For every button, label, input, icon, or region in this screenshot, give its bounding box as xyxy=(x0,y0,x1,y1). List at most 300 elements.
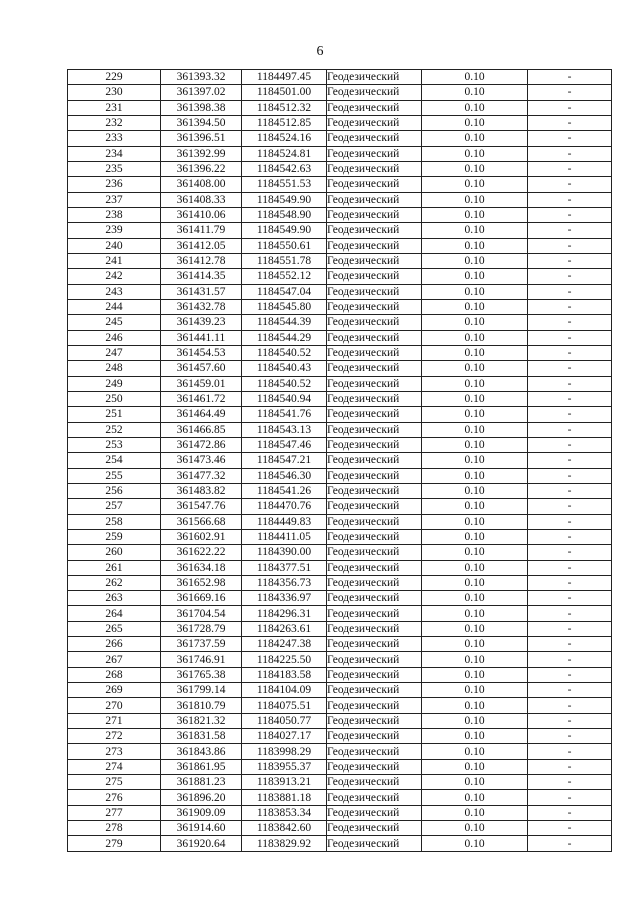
method-cell: Геодезический xyxy=(327,468,422,483)
accuracy-cell: 0.10 xyxy=(422,790,528,805)
method-cell: Геодезический xyxy=(327,453,422,468)
point-number-cell: 231 xyxy=(68,100,161,115)
description-cell: - xyxy=(528,177,612,192)
x-coordinate-cell: 361634.18 xyxy=(161,560,242,575)
method-cell: Геодезический xyxy=(327,100,422,115)
method-cell: Геодезический xyxy=(327,821,422,836)
accuracy-cell: 0.10 xyxy=(422,269,528,284)
x-coordinate-cell: 361746.91 xyxy=(161,652,242,667)
method-cell: Геодезический xyxy=(327,759,422,774)
accuracy-cell: 0.10 xyxy=(422,376,528,391)
table-row xyxy=(68,376,612,391)
point-number-cell: 244 xyxy=(68,299,161,314)
table-row xyxy=(68,560,612,575)
x-coordinate-cell: 361799.14 xyxy=(161,683,242,698)
x-coordinate-cell: 361459.01 xyxy=(161,376,242,391)
table-row xyxy=(68,744,612,759)
point-number-cell: 248 xyxy=(68,361,161,376)
accuracy-cell: 0.10 xyxy=(422,146,528,161)
y-coordinate-cell: 1184449.83 xyxy=(242,514,327,529)
y-coordinate-cell: 1184411.05 xyxy=(242,529,327,544)
point-number-cell: 254 xyxy=(68,453,161,468)
point-number-cell: 240 xyxy=(68,238,161,253)
accuracy-cell: 0.10 xyxy=(422,821,528,836)
y-coordinate-cell: 1184263.61 xyxy=(242,621,327,636)
point-number-cell: 279 xyxy=(68,836,161,851)
method-cell: Геодезический xyxy=(327,161,422,176)
description-cell: - xyxy=(528,545,612,560)
y-coordinate-cell: 1184546.30 xyxy=(242,468,327,483)
table-row xyxy=(68,207,612,222)
point-number-cell: 229 xyxy=(68,70,161,85)
table-row xyxy=(68,437,612,452)
description-cell: - xyxy=(528,131,612,146)
y-coordinate-cell: 1184075.51 xyxy=(242,698,327,713)
point-number-cell: 230 xyxy=(68,85,161,100)
method-cell: Геодезический xyxy=(327,269,422,284)
accuracy-cell: 0.10 xyxy=(422,361,528,376)
method-cell: Геодезический xyxy=(327,698,422,713)
accuracy-cell: 0.10 xyxy=(422,591,528,606)
y-coordinate-cell: 1184356.73 xyxy=(242,575,327,590)
y-coordinate-cell: 1184543.13 xyxy=(242,422,327,437)
accuracy-cell: 0.10 xyxy=(422,85,528,100)
table-row xyxy=(68,729,612,744)
y-coordinate-cell: 1184524.81 xyxy=(242,146,327,161)
accuracy-cell: 0.10 xyxy=(422,192,528,207)
table-row xyxy=(68,483,612,498)
point-number-cell: 277 xyxy=(68,805,161,820)
method-cell: Геодезический xyxy=(327,514,422,529)
table-row xyxy=(68,468,612,483)
description-cell: - xyxy=(528,315,612,330)
point-number-cell: 275 xyxy=(68,775,161,790)
table-row xyxy=(68,299,612,314)
accuracy-cell: 0.10 xyxy=(422,652,528,667)
description-cell: - xyxy=(528,591,612,606)
accuracy-cell: 0.10 xyxy=(422,299,528,314)
point-number-cell: 267 xyxy=(68,652,161,667)
table-row xyxy=(68,422,612,437)
x-coordinate-cell: 361398.38 xyxy=(161,100,242,115)
accuracy-cell: 0.10 xyxy=(422,805,528,820)
table-row xyxy=(68,253,612,268)
accuracy-cell: 0.10 xyxy=(422,345,528,360)
description-cell: - xyxy=(528,407,612,422)
x-coordinate-cell: 361861.95 xyxy=(161,759,242,774)
y-coordinate-cell: 1184512.32 xyxy=(242,100,327,115)
table-row xyxy=(68,836,612,851)
x-coordinate-cell: 361432.78 xyxy=(161,299,242,314)
method-cell: Геодезический xyxy=(327,621,422,636)
table-row xyxy=(68,100,612,115)
accuracy-cell: 0.10 xyxy=(422,637,528,652)
accuracy-cell: 0.10 xyxy=(422,759,528,774)
description-cell: - xyxy=(528,468,612,483)
point-number-cell: 261 xyxy=(68,560,161,575)
description-cell: - xyxy=(528,85,612,100)
x-coordinate-cell: 361547.76 xyxy=(161,499,242,514)
point-number-cell: 257 xyxy=(68,499,161,514)
description-cell: - xyxy=(528,361,612,376)
method-cell: Геодезический xyxy=(327,560,422,575)
description-cell: - xyxy=(528,805,612,820)
accuracy-cell: 0.10 xyxy=(422,422,528,437)
x-coordinate-cell: 361909.09 xyxy=(161,805,242,820)
point-number-cell: 256 xyxy=(68,483,161,498)
point-number-cell: 246 xyxy=(68,330,161,345)
description-cell: - xyxy=(528,621,612,636)
y-coordinate-cell: 1184552.12 xyxy=(242,269,327,284)
x-coordinate-cell: 361394.50 xyxy=(161,115,242,130)
description-cell: - xyxy=(528,376,612,391)
accuracy-cell: 0.10 xyxy=(422,836,528,851)
accuracy-cell: 0.10 xyxy=(422,606,528,621)
accuracy-cell: 0.10 xyxy=(422,315,528,330)
description-cell: - xyxy=(528,759,612,774)
table-row xyxy=(68,131,612,146)
point-number-cell: 264 xyxy=(68,606,161,621)
accuracy-cell: 0.10 xyxy=(422,253,528,268)
accuracy-cell: 0.10 xyxy=(422,284,528,299)
x-coordinate-cell: 361410.06 xyxy=(161,207,242,222)
y-coordinate-cell: 1184549.90 xyxy=(242,192,327,207)
y-coordinate-cell: 1184225.50 xyxy=(242,652,327,667)
y-coordinate-cell: 1183853.34 xyxy=(242,805,327,820)
description-cell: - xyxy=(528,146,612,161)
accuracy-cell: 0.10 xyxy=(422,499,528,514)
table-row xyxy=(68,790,612,805)
point-number-cell: 234 xyxy=(68,146,161,161)
y-coordinate-cell: 1184247.38 xyxy=(242,637,327,652)
description-cell: - xyxy=(528,744,612,759)
table-row xyxy=(68,683,612,698)
x-coordinate-cell: 361397.02 xyxy=(161,85,242,100)
table-row xyxy=(68,545,612,560)
page-number: 6 xyxy=(316,44,324,59)
method-cell: Геодезический xyxy=(327,253,422,268)
x-coordinate-cell: 361396.22 xyxy=(161,161,242,176)
table-row xyxy=(68,759,612,774)
accuracy-cell: 0.10 xyxy=(422,575,528,590)
y-coordinate-cell: 1184540.52 xyxy=(242,345,327,360)
table-row xyxy=(68,223,612,238)
accuracy-cell: 0.10 xyxy=(422,483,528,498)
x-coordinate-cell: 361483.82 xyxy=(161,483,242,498)
y-coordinate-cell: 1183842.60 xyxy=(242,821,327,836)
point-number-cell: 270 xyxy=(68,698,161,713)
x-coordinate-cell: 361393.32 xyxy=(161,70,242,85)
description-cell: - xyxy=(528,637,612,652)
accuracy-cell: 0.10 xyxy=(422,70,528,85)
x-coordinate-cell: 361412.05 xyxy=(161,238,242,253)
table-row xyxy=(68,514,612,529)
description-cell: - xyxy=(528,330,612,345)
x-coordinate-cell: 361765.38 xyxy=(161,667,242,682)
description-cell: - xyxy=(528,299,612,314)
description-cell: - xyxy=(528,70,612,85)
x-coordinate-cell: 361431.57 xyxy=(161,284,242,299)
point-number-cell: 258 xyxy=(68,514,161,529)
description-cell: - xyxy=(528,775,612,790)
x-coordinate-cell: 361566.68 xyxy=(161,514,242,529)
accuracy-cell: 0.10 xyxy=(422,238,528,253)
method-cell: Геодезический xyxy=(327,85,422,100)
x-coordinate-cell: 361466.85 xyxy=(161,422,242,437)
description-cell: - xyxy=(528,269,612,284)
x-coordinate-cell: 361392.99 xyxy=(161,146,242,161)
y-coordinate-cell: 1183881.18 xyxy=(242,790,327,805)
x-coordinate-cell: 361472.86 xyxy=(161,437,242,452)
description-cell: - xyxy=(528,652,612,667)
x-coordinate-cell: 361408.00 xyxy=(161,177,242,192)
accuracy-cell: 0.10 xyxy=(422,391,528,406)
table-row xyxy=(68,177,612,192)
description-cell: - xyxy=(528,698,612,713)
y-coordinate-cell: 1184550.61 xyxy=(242,238,327,253)
table-row xyxy=(68,192,612,207)
y-coordinate-cell: 1184540.43 xyxy=(242,361,327,376)
point-number-cell: 278 xyxy=(68,821,161,836)
y-coordinate-cell: 1184545.80 xyxy=(242,299,327,314)
table-row xyxy=(68,621,612,636)
accuracy-cell: 0.10 xyxy=(422,545,528,560)
y-coordinate-cell: 1184512.85 xyxy=(242,115,327,130)
description-cell: - xyxy=(528,529,612,544)
y-coordinate-cell: 1184542.63 xyxy=(242,161,327,176)
table-row xyxy=(68,821,612,836)
method-cell: Геодезический xyxy=(327,422,422,437)
x-coordinate-cell: 361704.54 xyxy=(161,606,242,621)
y-coordinate-cell: 1184541.76 xyxy=(242,407,327,422)
description-cell: - xyxy=(528,207,612,222)
method-cell: Геодезический xyxy=(327,376,422,391)
point-number-cell: 269 xyxy=(68,683,161,698)
accuracy-cell: 0.10 xyxy=(422,621,528,636)
y-coordinate-cell: 1184524.16 xyxy=(242,131,327,146)
method-cell: Геодезический xyxy=(327,391,422,406)
x-coordinate-cell: 361896.20 xyxy=(161,790,242,805)
accuracy-cell: 0.10 xyxy=(422,529,528,544)
x-coordinate-cell: 361408.33 xyxy=(161,192,242,207)
description-cell: - xyxy=(528,836,612,851)
description-cell: - xyxy=(528,729,612,744)
accuracy-cell: 0.10 xyxy=(422,729,528,744)
table-row xyxy=(68,775,612,790)
table-row xyxy=(68,345,612,360)
x-coordinate-cell: 361414.35 xyxy=(161,269,242,284)
x-coordinate-cell: 361457.60 xyxy=(161,361,242,376)
method-cell: Геодезический xyxy=(327,345,422,360)
y-coordinate-cell: 1184549.90 xyxy=(242,223,327,238)
x-coordinate-cell: 361461.72 xyxy=(161,391,242,406)
x-coordinate-cell: 361669.16 xyxy=(161,591,242,606)
point-number-cell: 263 xyxy=(68,591,161,606)
accuracy-cell: 0.10 xyxy=(422,683,528,698)
method-cell: Геодезический xyxy=(327,713,422,728)
y-coordinate-cell: 1183913.21 xyxy=(242,775,327,790)
accuracy-cell: 0.10 xyxy=(422,407,528,422)
table-row xyxy=(68,591,612,606)
point-number-cell: 271 xyxy=(68,713,161,728)
y-coordinate-cell: 1184541.26 xyxy=(242,483,327,498)
x-coordinate-cell: 361454.53 xyxy=(161,345,242,360)
method-cell: Геодезический xyxy=(327,299,422,314)
description-cell: - xyxy=(528,437,612,452)
y-coordinate-cell: 1184547.21 xyxy=(242,453,327,468)
description-cell: - xyxy=(528,790,612,805)
accuracy-cell: 0.10 xyxy=(422,100,528,115)
description-cell: - xyxy=(528,192,612,207)
method-cell: Геодезический xyxy=(327,790,422,805)
x-coordinate-cell: 361843.86 xyxy=(161,744,242,759)
table-row xyxy=(68,667,612,682)
description-cell: - xyxy=(528,238,612,253)
accuracy-cell: 0.10 xyxy=(422,330,528,345)
y-coordinate-cell: 1184547.46 xyxy=(242,437,327,452)
point-number-cell: 251 xyxy=(68,407,161,422)
description-cell: - xyxy=(528,713,612,728)
method-cell: Геодезический xyxy=(327,591,422,606)
table-row xyxy=(68,529,612,544)
y-coordinate-cell: 1184544.29 xyxy=(242,330,327,345)
table-row xyxy=(68,361,612,376)
x-coordinate-cell: 361652.98 xyxy=(161,575,242,590)
method-cell: Геодезический xyxy=(327,207,422,222)
method-cell: Геодезический xyxy=(327,652,422,667)
accuracy-cell: 0.10 xyxy=(422,560,528,575)
point-number-cell: 255 xyxy=(68,468,161,483)
description-cell: - xyxy=(528,253,612,268)
method-cell: Геодезический xyxy=(327,606,422,621)
accuracy-cell: 0.10 xyxy=(422,698,528,713)
accuracy-cell: 0.10 xyxy=(422,514,528,529)
x-coordinate-cell: 361728.79 xyxy=(161,621,242,636)
table-row xyxy=(68,713,612,728)
table-row xyxy=(68,269,612,284)
method-cell: Геодезический xyxy=(327,483,422,498)
method-cell: Геодезический xyxy=(327,315,422,330)
point-number-cell: 262 xyxy=(68,575,161,590)
description-cell: - xyxy=(528,667,612,682)
method-cell: Геодезический xyxy=(327,683,422,698)
table-row xyxy=(68,115,612,130)
description-cell: - xyxy=(528,100,612,115)
method-cell: Геодезический xyxy=(327,115,422,130)
table-row xyxy=(68,575,612,590)
description-cell: - xyxy=(528,161,612,176)
description-cell: - xyxy=(528,821,612,836)
method-cell: Геодезический xyxy=(327,499,422,514)
point-number-cell: 259 xyxy=(68,529,161,544)
y-coordinate-cell: 1184547.04 xyxy=(242,284,327,299)
table-row xyxy=(68,698,612,713)
x-coordinate-cell: 361831.58 xyxy=(161,729,242,744)
x-coordinate-cell: 361920.64 xyxy=(161,836,242,851)
y-coordinate-cell: 1184497.45 xyxy=(242,70,327,85)
table-row xyxy=(68,85,612,100)
description-cell: - xyxy=(528,223,612,238)
point-number-cell: 274 xyxy=(68,759,161,774)
description-cell: - xyxy=(528,683,612,698)
point-number-cell: 241 xyxy=(68,253,161,268)
table-row xyxy=(68,315,612,330)
y-coordinate-cell: 1184544.39 xyxy=(242,315,327,330)
method-cell: Геодезический xyxy=(327,637,422,652)
table-row xyxy=(68,606,612,621)
accuracy-cell: 0.10 xyxy=(422,161,528,176)
coordinates-table-body xyxy=(68,70,612,852)
accuracy-cell: 0.10 xyxy=(422,115,528,130)
y-coordinate-cell: 1184390.00 xyxy=(242,545,327,560)
method-cell: Геодезический xyxy=(327,192,422,207)
y-coordinate-cell: 1184050.77 xyxy=(242,713,327,728)
y-coordinate-cell: 1184336.97 xyxy=(242,591,327,606)
accuracy-cell: 0.10 xyxy=(422,177,528,192)
description-cell: - xyxy=(528,391,612,406)
accuracy-cell: 0.10 xyxy=(422,744,528,759)
point-number-cell: 233 xyxy=(68,131,161,146)
accuracy-cell: 0.10 xyxy=(422,667,528,682)
table-row xyxy=(68,161,612,176)
method-cell: Геодезический xyxy=(327,361,422,376)
method-cell: Геодезический xyxy=(327,729,422,744)
table-row xyxy=(68,70,612,85)
point-number-cell: 232 xyxy=(68,115,161,130)
y-coordinate-cell: 1184551.78 xyxy=(242,253,327,268)
table-row xyxy=(68,238,612,253)
table-row xyxy=(68,805,612,820)
y-coordinate-cell: 1183829.92 xyxy=(242,836,327,851)
accuracy-cell: 0.10 xyxy=(422,223,528,238)
point-number-cell: 239 xyxy=(68,223,161,238)
y-coordinate-cell: 1184551.53 xyxy=(242,177,327,192)
accuracy-cell: 0.10 xyxy=(422,713,528,728)
description-cell: - xyxy=(528,560,612,575)
table-row xyxy=(68,146,612,161)
accuracy-cell: 0.10 xyxy=(422,437,528,452)
point-number-cell: 265 xyxy=(68,621,161,636)
x-coordinate-cell: 361914.60 xyxy=(161,821,242,836)
description-cell: - xyxy=(528,499,612,514)
table-row xyxy=(68,453,612,468)
x-coordinate-cell: 361477.32 xyxy=(161,468,242,483)
y-coordinate-cell: 1184548.90 xyxy=(242,207,327,222)
x-coordinate-cell: 361622.22 xyxy=(161,545,242,560)
method-cell: Геодезический xyxy=(327,131,422,146)
table-row xyxy=(68,407,612,422)
point-number-cell: 235 xyxy=(68,161,161,176)
x-coordinate-cell: 361473.46 xyxy=(161,453,242,468)
method-cell: Геодезический xyxy=(327,437,422,452)
x-coordinate-cell: 361602.91 xyxy=(161,529,242,544)
table-row xyxy=(68,391,612,406)
x-coordinate-cell: 361396.51 xyxy=(161,131,242,146)
point-number-cell: 237 xyxy=(68,192,161,207)
method-cell: Геодезический xyxy=(327,836,422,851)
method-cell: Геодезический xyxy=(327,575,422,590)
point-number-cell: 247 xyxy=(68,345,161,360)
y-coordinate-cell: 1184540.94 xyxy=(242,391,327,406)
table-row xyxy=(68,652,612,667)
y-coordinate-cell: 1184183.58 xyxy=(242,667,327,682)
description-cell: - xyxy=(528,575,612,590)
coordinates-table xyxy=(67,69,612,852)
description-cell: - xyxy=(528,115,612,130)
accuracy-cell: 0.10 xyxy=(422,775,528,790)
method-cell: Геодезический xyxy=(327,529,422,544)
point-number-cell: 238 xyxy=(68,207,161,222)
